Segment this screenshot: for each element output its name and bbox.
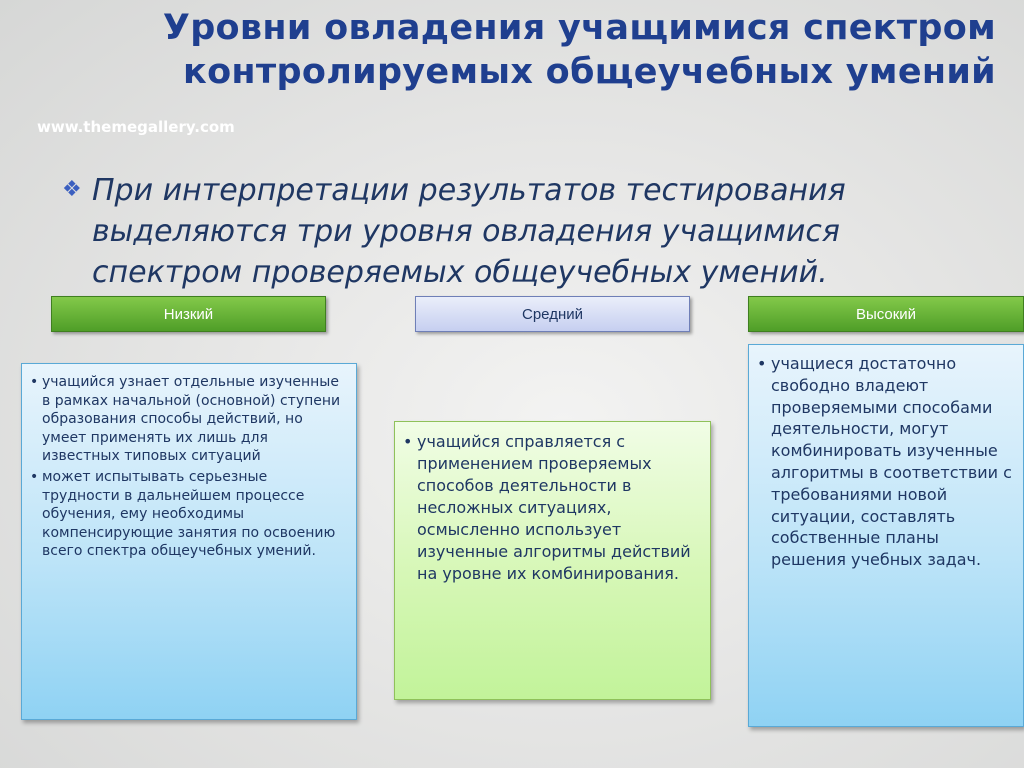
high-level-list — [757, 353, 1013, 571]
level-card-low — [21, 363, 357, 720]
level-card-middle — [394, 421, 711, 700]
bullet-dot-icon: • — [30, 468, 39, 485]
middle-level-list — [403, 431, 700, 585]
list-item: • учащийся справляется с применением проверяемых способов деятельности в несложных ситуациях, осмысленно использует изученные алгоритмы действий на уровне их комбинирования. — [403, 432, 691, 583]
website-link[interactable]: www.themegallery.com — [37, 118, 235, 136]
intro-text: При интерпретации результатов тестирования выделяются три уровня овладения учащимися спектром проверяемых общеучебных умений. — [92, 173, 846, 290]
level-header-middle: Средний — [415, 296, 690, 332]
low-level-list — [30, 373, 346, 561]
bullet-dot-icon: • — [403, 432, 413, 451]
level-header-low: Низкий — [51, 296, 326, 332]
title-line-1: Уровни овладения учащимися спектром — [162, 8, 996, 48]
list-item: • учащиеся достаточно свободно владеют проверяемыми способами деятельности, могут комбинировать изученные алгоритмы в соответствии с требованиями новой ситуации, составлять собственные планы решения учебных задач. — [757, 354, 1012, 570]
bullet-dot-icon: • — [757, 354, 767, 373]
level-card-high — [748, 344, 1024, 727]
list-item: • может испытывать серьезные трудности в дальнейшем процессе обучения, ему необходимы компенсирующие занятия по освоению всего спектра общеучебных умений. — [30, 468, 336, 560]
list-item: • учащийся узнает отдельные изученные в рамках начальной (основной) ступени образования способы действий, но умеет применять их лишь для известных типовых ситуаций — [30, 374, 341, 465]
title-line-2: контролируемых общеучебных умений — [183, 52, 996, 92]
intro-bullet — [62, 170, 982, 293]
bullet-dot-icon: • — [30, 374, 39, 390]
diamond-bullet-icon: ❖ — [62, 176, 82, 201]
level-header-high: Высокий — [748, 296, 1024, 332]
slide-title — [96, 6, 996, 94]
